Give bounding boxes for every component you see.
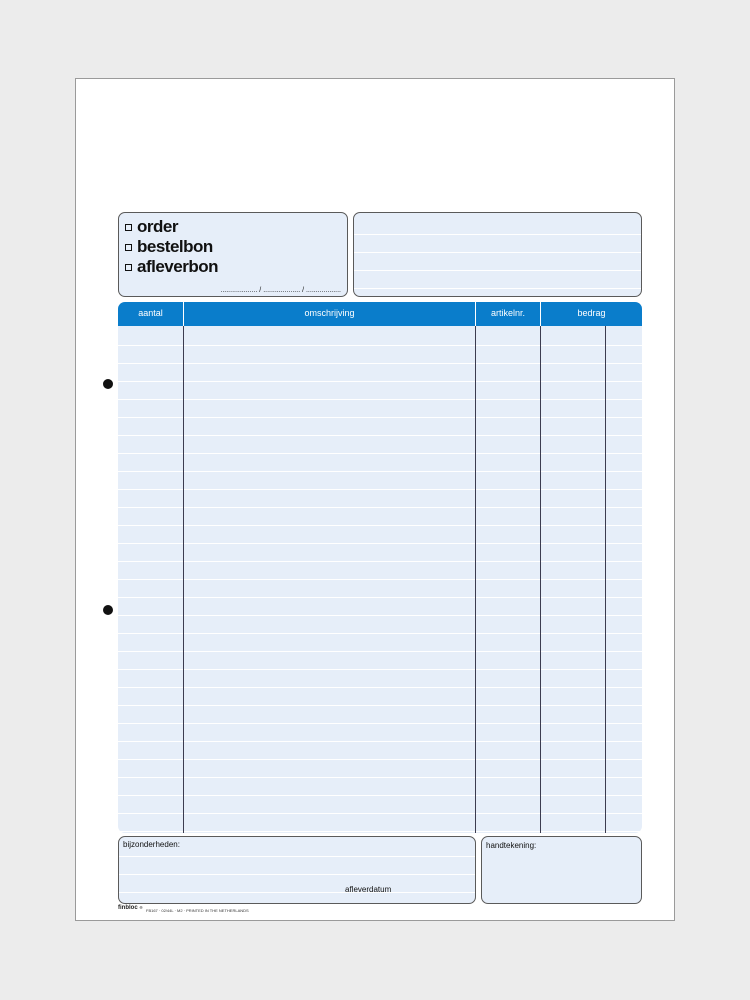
header-divider: [183, 302, 184, 326]
afleverbon-checkbox[interactable]: [125, 264, 132, 271]
form-type-list: [125, 217, 218, 277]
column-header-aantal: aantal: [138, 308, 163, 318]
table-header: [118, 302, 642, 326]
address-box[interactable]: [353, 212, 642, 297]
punch-hole-top: [103, 379, 113, 389]
column-divider: [475, 326, 476, 833]
brand-logo: [118, 905, 143, 911]
column-header-bedrag: bedrag: [577, 308, 606, 318]
signature-box[interactable]: [481, 836, 642, 904]
signature-label: handtekening:: [486, 841, 537, 850]
type-option-bestelbon[interactable]: [125, 237, 218, 257]
bestelbon-checkbox[interactable]: [125, 244, 132, 251]
header-divider: [475, 302, 476, 326]
remarks-box[interactable]: [118, 836, 476, 904]
type-option-afleverbon[interactable]: [125, 257, 218, 277]
delivery-date-label: afleverdatum: [345, 885, 392, 894]
column-header-omschrijving: omschrijving: [304, 308, 355, 318]
type-label: afleverbon: [137, 257, 218, 276]
column-divider: [540, 326, 541, 833]
brand-name: finbloc: [118, 905, 138, 911]
items-table: [118, 302, 642, 833]
order-checkbox[interactable]: [125, 224, 132, 231]
remarks-label: bijzonderheden:: [123, 840, 180, 849]
type-label: order: [137, 217, 178, 236]
column-header-artikelnr: artikelnr.: [490, 308, 525, 318]
registered-mark: ®: [139, 905, 143, 910]
header-divider: [540, 302, 541, 326]
date-field[interactable]: ................... / ................... / ..................: [220, 287, 341, 294]
imprint-text: FB167 · 02/44L · M2 · PRINTED IN THE NETHERLANDS: [146, 908, 249, 913]
form-type-box: [118, 212, 348, 297]
punch-hole-bottom: [103, 605, 113, 615]
cents-divider: [605, 326, 606, 833]
column-divider: [183, 326, 184, 833]
type-option-order[interactable]: [125, 217, 218, 237]
type-label: bestelbon: [137, 237, 213, 256]
